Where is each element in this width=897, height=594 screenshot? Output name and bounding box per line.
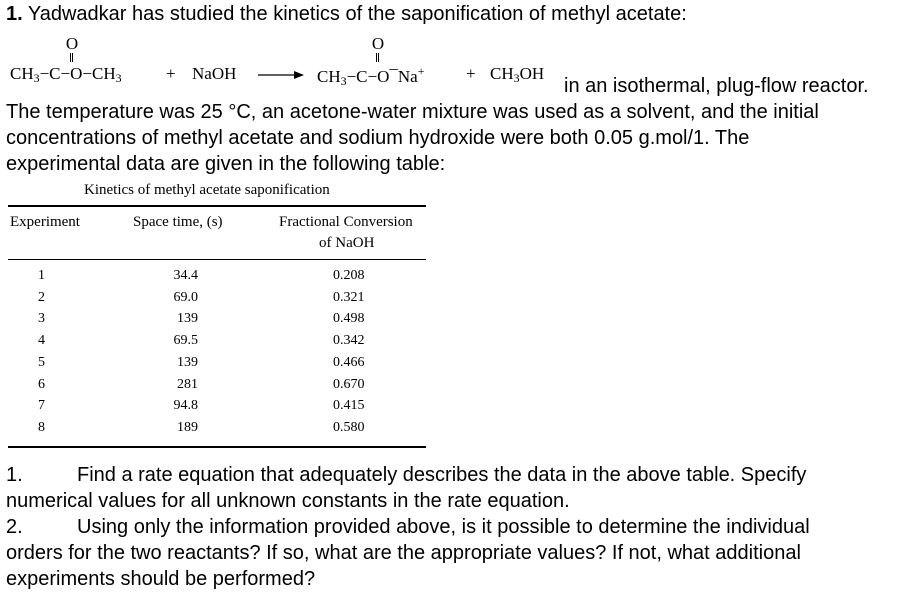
cell-space-time: 94.8 (173, 398, 198, 413)
cell-space-time: 69.5 (173, 333, 198, 348)
cell-experiment: 3 (38, 311, 45, 326)
reactant-naoh: NaOH (192, 64, 237, 83)
plus-sign-1: + (166, 64, 176, 83)
cell-conversion: 0.580 (333, 420, 365, 435)
cell-experiment: 5 (38, 355, 45, 370)
table-header-rule (8, 259, 426, 260)
product-methanol: $CH_3OH$ (490, 64, 545, 85)
plus-sign-2: + (466, 64, 476, 83)
cell-conversion: 0.670 (333, 377, 365, 392)
question-1-line-2: numerical values for all unknown constants in the rate equation. (6, 490, 570, 512)
table-bottom-rule (8, 446, 426, 448)
table-title: Kinetics of methyl acetate saponification (84, 182, 330, 198)
carbonyl-oxygen-right: O (371, 34, 385, 53)
cell-space-time: 189 (177, 420, 198, 435)
reaction-arrow-icon (258, 70, 304, 80)
cell-conversion: 0.466 (333, 355, 365, 370)
header-conversion-line2: of NaOH (319, 235, 375, 251)
problem-number: 1. (6, 3, 23, 25)
cell-conversion: 0.342 (333, 333, 365, 348)
question-2-line-1: Using only the information provided above, is it possible to determine the individual (77, 516, 810, 538)
table-top-rule (8, 205, 426, 207)
question-2-number: 2. (6, 516, 23, 538)
cell-conversion: 0.208 (333, 268, 365, 283)
problem-intro: Yadwadkar has studied the kinetics of the saponification of methyl acetate: (27, 3, 687, 25)
header-conversion-line1: Fractional Conversion (279, 214, 413, 230)
cell-experiment: 2 (38, 290, 45, 305)
cell-experiment: 6 (38, 377, 45, 392)
cell-space-time: 34.4 (173, 268, 198, 283)
double-bond-right-icon (376, 53, 379, 62)
cell-conversion: 0.415 (333, 398, 365, 413)
header-experiment: Experiment (10, 214, 80, 230)
header-space-time: Space time, (s) (133, 214, 223, 230)
cell-space-time: 139 (177, 311, 198, 326)
cell-space-time: 139 (177, 355, 198, 370)
body-line-3: experimental data are given in the following table: (6, 153, 446, 175)
cell-conversion: 0.321 (333, 290, 365, 305)
problem-heading (6, 3, 687, 26)
cell-experiment: 4 (38, 333, 45, 348)
cell-experiment: 8 (38, 420, 45, 435)
cell-space-time: 69.0 (173, 290, 198, 305)
question-1-line-1: Find a rate equation that adequately describes the data in the above table. Specify (77, 464, 807, 486)
carbonyl-oxygen-left: O (65, 34, 79, 53)
body-line-1: The temperature was 25 °C, an acetone-water mixture was used as a solvent, and the initial (6, 101, 819, 123)
cell-conversion: 0.498 (333, 311, 365, 326)
question-1-number: 1. (6, 464, 23, 486)
product-acetate: $CH_3-C-O¯Na^+$ (317, 64, 425, 88)
reactor-description: in an isothermal, plug-flow reactor. (564, 75, 869, 97)
double-bond-left-icon (70, 53, 73, 62)
question-2-line-2: orders for the two reactants? If so, what are the appropriate values? If not, what additional (6, 542, 801, 564)
cell-experiment: 7 (38, 398, 45, 413)
cell-space-time: 281 (177, 377, 198, 392)
cell-experiment: 1 (38, 268, 45, 283)
body-line-2: concentrations of methyl acetate and sodium hydroxide were both 0.05 g.mol/1. The (6, 127, 750, 149)
question-2-line-3: experiments should be performed? (6, 568, 316, 590)
reactant-ester: $CH_3-C-O-CH_3$ (10, 64, 122, 85)
